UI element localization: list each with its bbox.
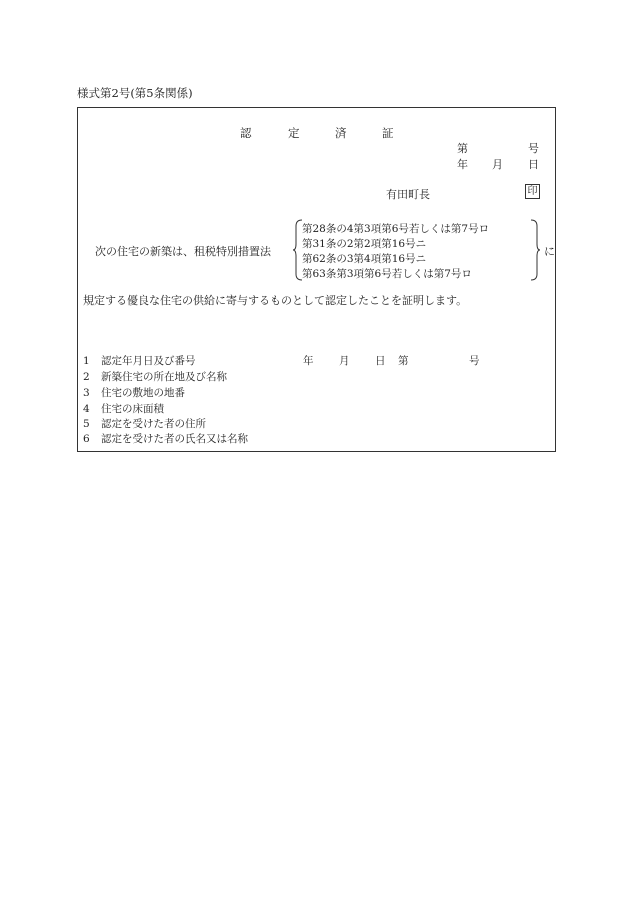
date-day: 日 [528,158,539,171]
certification-statement: 規定する優良な住宅の供給に寄与するものとして認定したことを証明します。 [83,294,468,307]
title-char: 定 [288,126,300,140]
seal-mark: 印 [525,184,540,199]
item-number: 1 [83,355,90,367]
provision-item: 第62条の3第4項第16号ニ [302,253,427,265]
list-item [83,416,206,431]
item-label: 認定を受けた者の氏名又は名称 [101,433,248,445]
title-char: 証 [382,126,394,140]
item1-month: 月 [339,355,350,367]
provision-item: 第63条第3項第6号若しくは第7号ロ [302,268,472,280]
provision-item: 第31条の2第2項第16号ニ [302,238,427,250]
title-char: 認 [240,126,252,140]
list-item [83,385,185,400]
title-char: 済 [335,126,347,140]
item1-number-prefix: 第 [398,355,409,367]
item-label: 新築住宅の所在地及び名称 [101,371,227,383]
item-number: 4 [83,403,90,415]
item-number: 3 [83,387,90,399]
item-number: 2 [83,371,90,383]
item-label: 認定年月日及び番号 [101,355,196,367]
form-number-label: 様式第2号(第5条関係) [77,86,193,100]
right-brace [530,219,540,281]
list-item [83,431,248,446]
intro-text: 次の住宅の新築は、租税特別措置法 [95,245,271,258]
intro-suffix: に [544,245,555,258]
item-number: 5 [83,418,90,430]
list-item [83,401,164,416]
provision-item: 第28条の4第3項第6号若しくは第7号ロ [302,223,490,235]
item-number: 6 [83,433,90,445]
item-label: 住宅の敷地の地番 [101,387,185,399]
list-item [83,369,227,384]
date-year: 年 [457,158,468,171]
number-prefix: 第 [457,142,468,155]
issuer-name: 有田町長 [386,188,430,201]
item1-day: 日 [375,355,386,367]
date-month: 月 [492,158,503,171]
item-label: 認定を受けた者の住所 [101,418,206,430]
item-label: 住宅の床面積 [101,403,164,415]
number-suffix: 号 [528,142,539,155]
item1-number-suffix: 号 [469,355,480,367]
item1-year: 年 [303,355,314,367]
list-item [83,353,196,368]
